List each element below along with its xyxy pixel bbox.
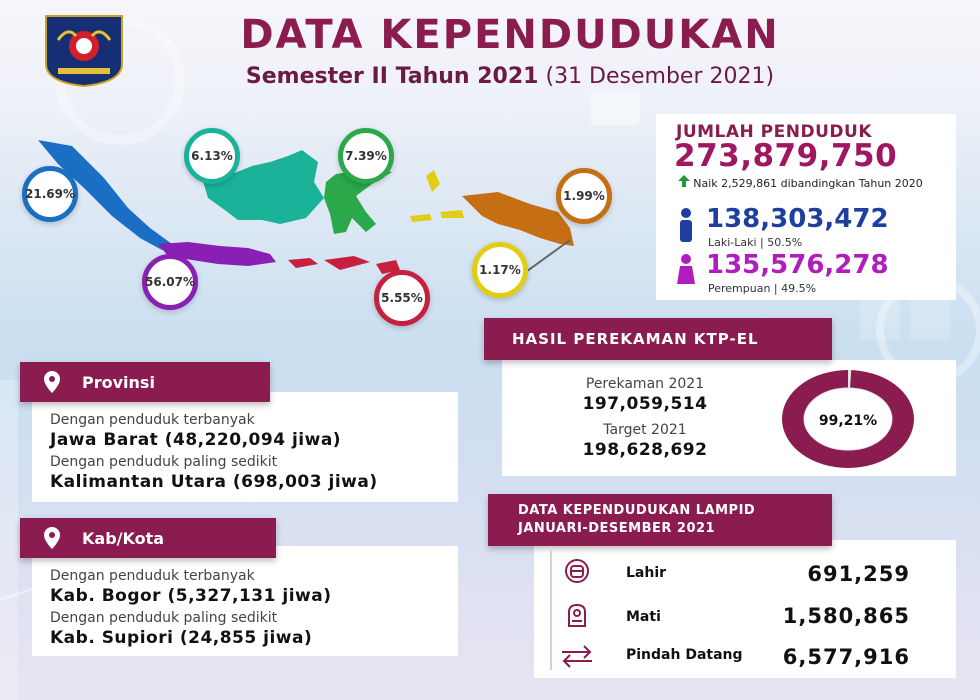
provinsi-most-value: Jawa Barat (48,220,094 jiwa) <box>50 430 342 450</box>
location-pin-icon <box>44 527 60 549</box>
percent-jawa: 56.07% <box>142 254 198 310</box>
female-icon <box>676 254 696 288</box>
provinsi-least-label: Dengan penduduk paling sedikit <box>50 454 278 470</box>
kabkota-least-value: Kab. Supiori (24,855 jiwa) <box>50 628 313 648</box>
lampid-header <box>488 494 832 546</box>
kabkota-title: Kab/Kota <box>82 529 165 548</box>
provinsi-title: Provinsi <box>82 373 155 392</box>
lampid-value-lahir: 691,259 <box>807 562 910 586</box>
female-label: Perempuan | 49.5% <box>708 282 817 295</box>
jumlah-total: 273,879,750 <box>674 138 898 174</box>
percent-nusa-tenggara: 5.55% <box>374 270 430 326</box>
provinsi-most-label: Dengan penduduk terbanyak <box>50 412 255 428</box>
percent-sulawesi: 7.39% <box>338 128 394 184</box>
provinsi-least-value: Kalimantan Utara (698,003 jiwa) <box>50 472 378 492</box>
kabkota-most-label: Dengan penduduk terbanyak <box>50 568 255 584</box>
male-value: 138,303,472 <box>706 204 889 234</box>
ktp-title: HASIL PEREKAMAN KTP-EL <box>484 318 832 360</box>
provinsi-header <box>20 362 270 402</box>
indonesia-map <box>0 120 640 330</box>
percent-maluku: 1.17% <box>472 242 528 298</box>
grave-icon <box>564 602 590 628</box>
percent-kalimantan: 6.13% <box>184 128 240 184</box>
page-subtitle <box>180 64 840 89</box>
location-pin-icon <box>44 371 60 393</box>
lampid-label-pindah: Pindah Datang <box>626 647 743 663</box>
lampid-title-line1: DATA KEPENDUDUKAN LAMPID <box>518 503 756 518</box>
jumlah-title: JUMLAH PENDUDUK <box>676 122 872 142</box>
lampid-label-lahir: Lahir <box>626 565 667 581</box>
percent-papua: 1.99% <box>556 168 612 224</box>
male-label: Laki-Laki | 50.5% <box>708 236 803 249</box>
map-region-nusa-tenggara <box>288 256 400 274</box>
ktp-recording-label: Perekaman 2021 <box>585 376 705 392</box>
lampid-title-line2: JANUARI-DESEMBER 2021 <box>518 521 716 536</box>
lampid-value-pindah: 6,577,916 <box>782 645 910 669</box>
kabkota-header <box>20 518 276 558</box>
subtitle-date: (31 Desember 2021) <box>545 64 775 89</box>
ktp-recording-value: 197,059,514 <box>582 394 708 414</box>
lampid-value-mati: 1,580,865 <box>782 604 910 628</box>
transfer-arrows-icon <box>560 644 594 668</box>
jumlah-increase-note: Naik 2,529,861 dibandingkan Tahun 2020 <box>693 177 923 190</box>
ktp-target-value: 198,628,692 <box>582 440 708 460</box>
ktp-target-label: Target 2021 <box>603 422 687 438</box>
ktp-percent-label: 99,21% <box>818 413 878 429</box>
female-value: 135,576,278 <box>706 250 889 280</box>
subtitle-period: Semester II Tahun 2021 <box>245 64 539 89</box>
kabkota-most-value: Kab. Bogor (5,327,131 jiwa) <box>50 586 332 606</box>
kemendagri-logo <box>44 14 124 88</box>
map-region-maluku <box>410 170 464 222</box>
baby-icon <box>564 558 590 584</box>
ktp-donut-chart <box>780 368 916 470</box>
lampid-divider <box>550 550 552 670</box>
kabkota-least-label: Dengan penduduk paling sedikit <box>50 610 278 626</box>
percent-sumatera: 21.69% <box>22 166 78 222</box>
lampid-label-mati: Mati <box>626 609 661 625</box>
page-title: DATA KEPENDUDUKAN <box>240 12 780 58</box>
male-icon <box>676 208 696 242</box>
